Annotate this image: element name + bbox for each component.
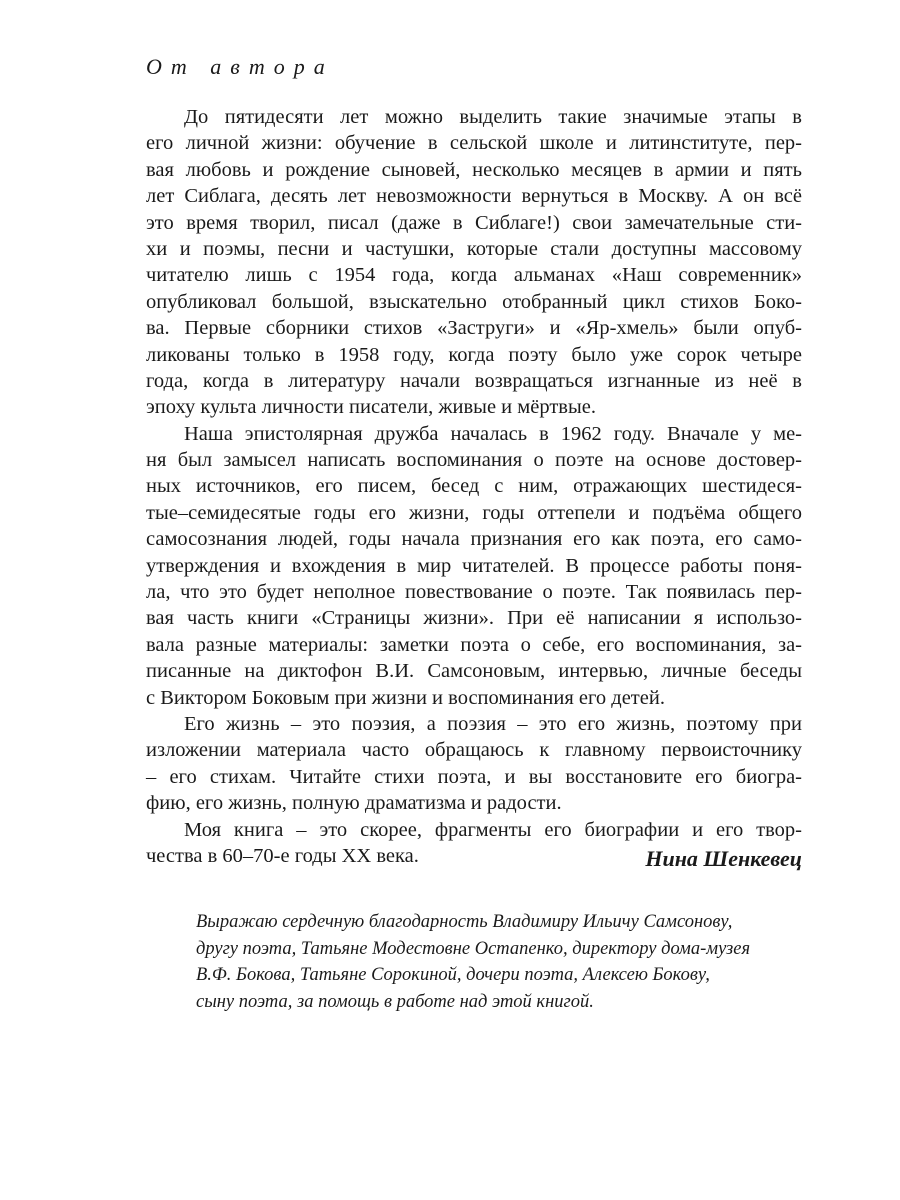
text-line: самосознания людей, годы начала признания его как поэта, его само- <box>146 528 802 551</box>
text-line: эпоху культа личности писатели, живые и мёртвые. <box>146 396 596 419</box>
main-text <box>146 104 802 869</box>
text-line: изложении материала часто обращаюсь к главному первоисточнику <box>146 739 802 762</box>
acknowledgement <box>196 909 816 1015</box>
text-line: фию, его жизнь, полную драматизма и радости. <box>146 792 562 815</box>
paragraph-2 <box>146 421 802 711</box>
text-line: утверждения и вхождения в мир читателей. В процессе работы поня- <box>146 554 802 577</box>
paragraph-3 <box>146 711 802 817</box>
text-line: ликованы только в 1958 году, когда поэту было уже сорок четыре <box>146 343 802 366</box>
running-head: От автора <box>146 54 334 79</box>
text-line: вала разные материалы: заметки поэта о себе, его воспоминания, за- <box>146 633 802 656</box>
ack-line: Выражаю сердечную благодарность Владимиру Ильичу Самсонову, <box>196 912 733 932</box>
ack-line: В.Ф. Бокова, Татьяне Сорокиной, дочери поэта, Алексею Бокову, <box>196 965 710 985</box>
author-signature: Нина Шенкевец <box>645 846 802 871</box>
text-line: хи и поэмы, песни и частушки, которые стали доступны массовому <box>146 237 802 260</box>
text-line: чества в 60–70-е годы XX века. <box>146 844 419 867</box>
text-line: Моя книга – это скорее, фрагменты его биографии и его твор- <box>184 818 802 841</box>
text-line: ла, что это будет неполное повествование о поэте. Так появилась пер- <box>146 581 802 604</box>
text-line: Наша эпистолярная дружба началась в 1962 году. Вначале у ме- <box>184 422 802 445</box>
text-line: вая любовь и рождение сыновей, несколько месяцев в армии и пять <box>146 158 802 181</box>
text-line: тые–семидесятые годы его жизни, годы оттепели и подъёма общего <box>146 501 802 524</box>
text-line: его личной жизни: обучение в сельской школе и литинституте, пер- <box>146 132 802 155</box>
text-line: – его стихам. Читайте стихи поэта, и вы восстановите его биогра- <box>146 765 802 788</box>
text-line: ва. Первые сборники стихов «Заструги» и «Яр-хмель» были опуб- <box>146 317 802 340</box>
text-line: ных источников, его писем, бесед с ним, отражающих шестидеся- <box>146 475 802 498</box>
text-line: лет Сиблага, десять лет невозможности вернуться в Москву. А он всё <box>146 185 802 208</box>
text-line: вая часть книги «Страницы жизни». При её написании я использо- <box>146 607 802 630</box>
text-line: Его жизнь – это поэзия, а поэзия – это его жизнь, поэтому при <box>184 712 802 735</box>
text-line: читателю лишь с 1954 года, когда альманах «Наш современник» <box>146 264 802 287</box>
ack-line: другу поэта, Татьяне Модестовне Остапенко, директору дома-музея <box>196 938 751 959</box>
paragraph-1 <box>146 104 802 421</box>
text-line: писанные на диктофон В.И. Самсоновым, интервью, личные беседы <box>146 660 802 683</box>
text-line: ня был замысел написать воспоминания о поэте на основе достовер- <box>146 449 802 472</box>
ack-line: сыну поэта, за помощь в работе над этой книгой. <box>196 991 594 1012</box>
text-line: До пятидесяти лет можно выделить такие значимые этапы в <box>184 106 802 128</box>
text-line: года, когда в литературу начали возвращаться изгнанные из неё в <box>146 369 802 392</box>
text-line: опубликовал большой, взыскательно отобранный цикл стихов Боко- <box>146 290 802 313</box>
text-line: с Виктором Боковым при жизни и воспоминания его детей. <box>146 686 665 709</box>
text-line: это время творил, писал (даже в Сиблаге!) свои замечательные сти- <box>146 211 802 234</box>
